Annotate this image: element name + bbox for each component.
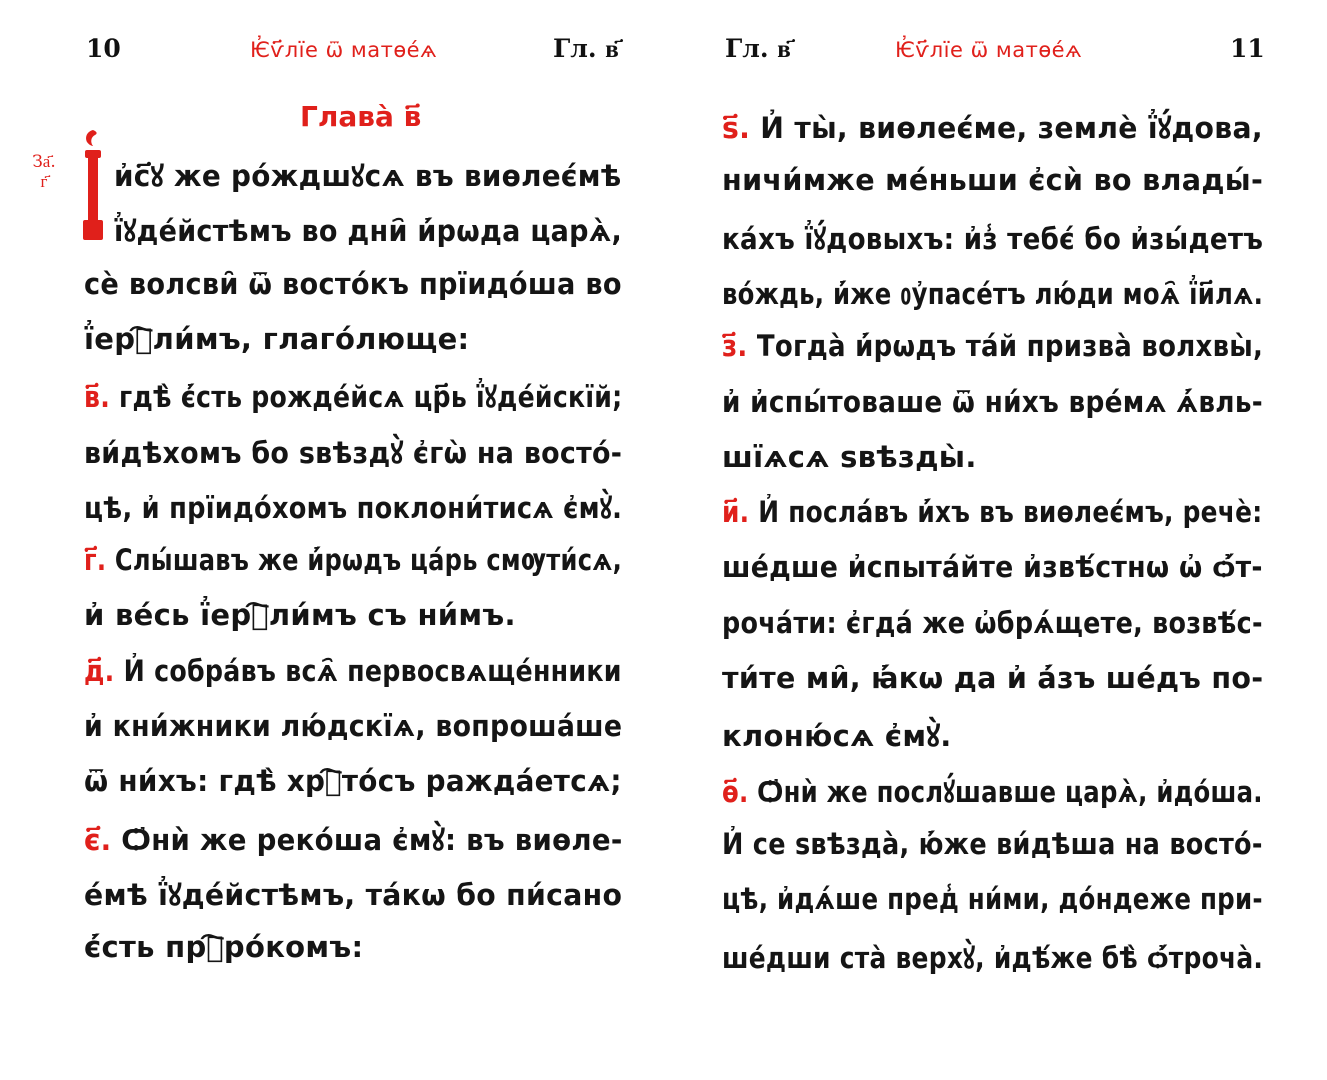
text-line (722, 108, 1263, 147)
verse-text: и҆ и҆спы́товаше ѿ ни́хъ вре́мѧ ѧ҆́вль- (722, 384, 1263, 419)
chapter-ref-right: Гл. в҃ (725, 34, 791, 63)
verse-text: роча́ти: є҆гда́ же ѡ҆брѧ́щете, возвѣ́с- (722, 605, 1263, 640)
text-line (84, 322, 469, 356)
verse-number: ѳ҃. (722, 774, 758, 809)
verse-text: шїѧсѧ ѕвѣзды̀. (722, 439, 977, 474)
text-line (84, 267, 622, 301)
margin-note (24, 152, 64, 192)
verse-text: И҆ се ѕвѣзда̀, ю҆́же ви́дѣша на восто́- (722, 826, 1263, 861)
text-line (722, 550, 1263, 584)
verse-text: Ѻ҆нѝ же послꙋ́шавше царѧ̀, и҆до́ша. (757, 774, 1263, 809)
text-line (722, 606, 1263, 640)
verse-text: ше́дше и҆спыта́йте и҆звѣ́стнѡ ѡ҆ ѻ҆́т- (722, 550, 1263, 585)
verse-text: ти́те ми̑, ꙗ҆́кѡ да и҆ а҆́зъ ше́дъ по- (722, 661, 1264, 695)
verse-number: в҃. (84, 380, 120, 415)
text-line (84, 654, 622, 688)
text-line (722, 938, 1263, 977)
verse-text: И҆ посла́въ и҆́хъ въ виөлеє́мъ, речѐ: (758, 495, 1263, 530)
verse-number: ѕ҃. (722, 111, 761, 145)
running-title-right: Ѥ҆ѵ҃лїе ѿ матөе́ѧ (895, 38, 1083, 62)
chapter-ref-left: Гл. в҃ (553, 34, 619, 63)
text-line (722, 385, 1263, 419)
verse-text: И҆ ты̀, виөлеє́ме, землѐ ї҆ꙋ́дова, (760, 111, 1263, 145)
text-line (84, 709, 622, 743)
text-line (722, 882, 1263, 916)
text-line (722, 440, 977, 474)
verse-text: во́ждь, и҆́же ᲂу҆пасе́тъ лю́ди моѧ҄ ї҆и҃лѧ. (722, 276, 1264, 311)
verse-text: клоню́сѧ є҆мꙋ̀. (722, 719, 952, 754)
verse-text: и҆с҃ꙋ же ро́ждшꙋсѧ въ виөлеє́мѣ (114, 159, 622, 193)
verse-text: е́мѣ ї҆ꙋде́йстѣмъ, та́кѡ бо пи́сано (84, 877, 623, 912)
text-line (84, 598, 516, 632)
text-line (84, 488, 622, 527)
text-line (114, 156, 622, 195)
margin-note-line-1: За҃. (32, 152, 56, 172)
verse-text: и҆ ве́сь ї҆ерⷭ҇ли́мъ съ ни́мъ. (84, 598, 516, 633)
text-line (84, 820, 623, 859)
verse-number: г҃. (84, 543, 115, 578)
verse-text: гдѣ̀ є҆́сть рожде́йсѧ цр҃ь ї҆ꙋде́йскїй; (119, 380, 623, 415)
chapter-heading: Глава̀ в҃ (300, 100, 422, 133)
text-line (722, 219, 1263, 258)
verse-number: и҃. (722, 495, 759, 530)
page-number-right: 11 (1230, 34, 1265, 63)
verse-text: ка́хъ ї҆ꙋ́довыхъ: и҆з̾ тебє́ бо и҆зы́детъ (722, 221, 1264, 256)
margin-note-line-2: г҃ (40, 172, 48, 192)
verse-text: ничи́мже ме́ньши є҆сѝ во влады́- (722, 163, 1264, 198)
verse-text: И҆ собра́въ всѧ҄ первосвѧще́нники (123, 653, 622, 688)
page-number-left: 10 (86, 34, 121, 63)
verse-text: ѿ ни́хъ: гдѣ̀ хрⷭ҇то́съ ражда́етсѧ; (84, 764, 622, 799)
verse-text: Тогда̀ и҆́рѡдъ та́й призва̀ волхвы̀, (756, 329, 1264, 364)
text-line (722, 495, 1262, 529)
verse-text: ше́дши ста̀ верхꙋ̀, и҆дѣ́же бѣ̀ ѻ҆́троча̀. (722, 940, 1264, 975)
verse-text: є҆́сть прⷪ҇ро́комъ: (84, 930, 364, 965)
verse-text: цѣ, и҆дѧ́ше пред̾ ни́ми, до́ндеже при- (722, 882, 1263, 917)
verse-text: ї҆ерⷭ҇ли́мъ, глаго́люще: (84, 321, 470, 356)
text-line (84, 543, 622, 577)
text-line (722, 661, 1263, 695)
dropcap-initial-i (79, 128, 107, 242)
text-line (722, 772, 1263, 811)
text-line (114, 211, 622, 250)
verse-text: Слы́шавъ же и҆́рѡдъ ца́рь смѹти́сѧ, (114, 543, 622, 578)
right-page (663, 0, 1327, 1080)
verse-text: ї҆ꙋде́йстѣмъ во дни҄ и҆́рѡда царѧ̀, (114, 214, 623, 249)
text-line (84, 930, 363, 964)
verse-text: сѐ волсви̑ ѿ восто́къ прїидо́ша во (84, 266, 622, 301)
verse-text: и҆ кни́жники лю́дскїѧ, вопроша́ше (84, 709, 623, 743)
verse-text: цѣ, и҆ прїидо́хомъ поклони́тисѧ є҆мꙋ̀. (84, 490, 623, 525)
verse-number: д҃. (84, 653, 124, 688)
verse-number: з҃. (722, 329, 757, 364)
text-line (722, 274, 1263, 313)
verse-text: ви́дѣхомъ бо ѕвѣздꙋ̀ є҆гѡ̀ на восто́- (84, 435, 623, 470)
verse-text: Ѻ҆нѝ же реко́ша є҆мꙋ̀: въ виөле- (121, 822, 623, 857)
running-title-left: Ѥ҆ѵ҃лїе ѿ матөе́ѧ (250, 38, 438, 62)
text-line (84, 433, 622, 472)
text-line (722, 163, 1263, 197)
text-line (84, 764, 622, 798)
text-line (722, 329, 1263, 363)
text-line (722, 827, 1263, 861)
text-line (722, 716, 952, 755)
verse-number: є҃. (84, 822, 122, 857)
left-page (0, 0, 663, 1080)
text-line (84, 377, 622, 416)
text-line (84, 875, 622, 914)
